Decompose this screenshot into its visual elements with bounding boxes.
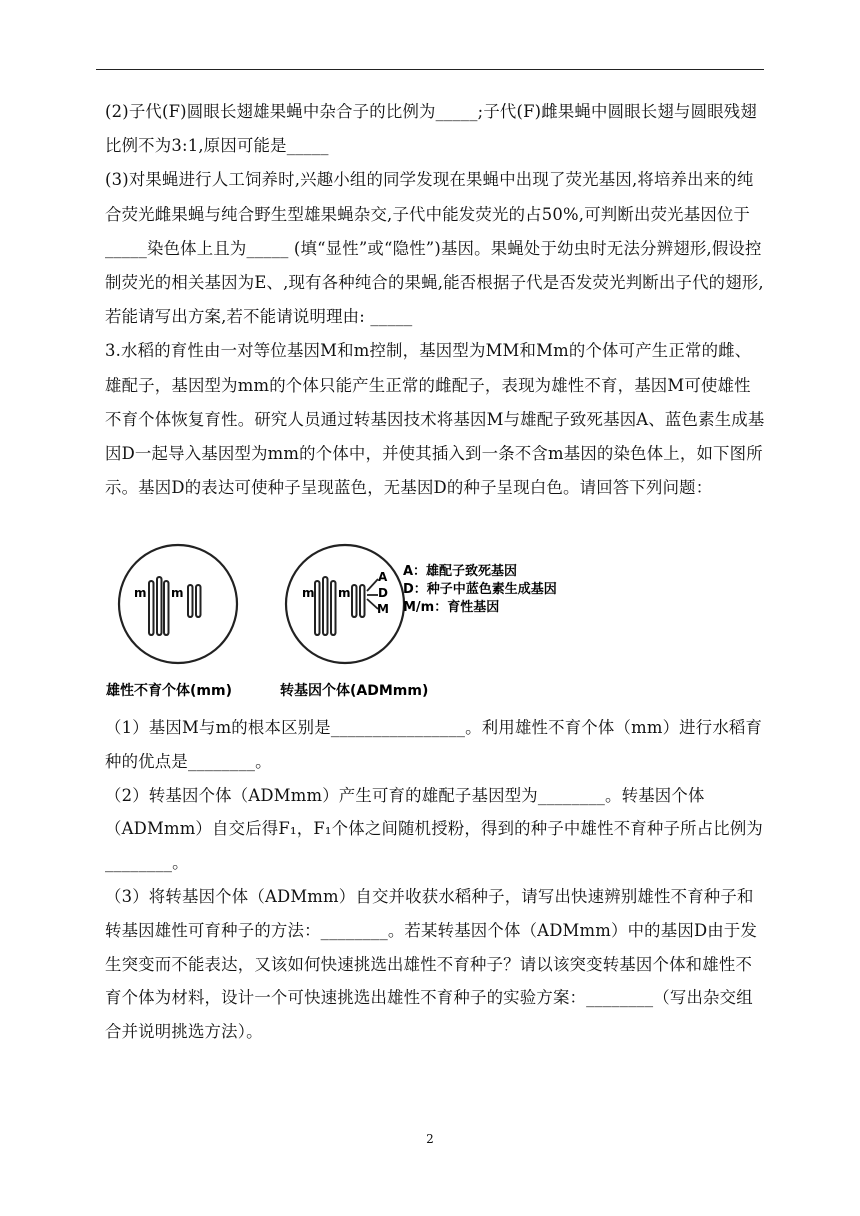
paragraph-q2-part2: (2)子代(F)圆眼长翅雄果蝇中杂合子的比例为_____;子代(F)雌果蝇中圆眼长翅与圆眼残翅比例不为3:1,原因可能是_____: [105, 102, 757, 156]
gene-label-m4: m: [338, 586, 351, 600]
page-number: 2: [426, 1132, 434, 1146]
caption-cell2: 转基因个体(ADMmm): [280, 683, 429, 699]
paragraph-sub1: （1）基因M与m的根本区别是________________。利用雄性不育个体（mm）进行水稻育种的优点是________。: [105, 718, 763, 771]
cell-mm: [119, 545, 237, 663]
question-text-bottom: [105, 711, 765, 1049]
gene-label-M: M: [377, 602, 389, 616]
gene-label-m1: m: [134, 586, 147, 600]
caption-cell1: 雄性不育个体(mm): [106, 683, 232, 699]
legend-A: A：雄配子致死基因: [403, 564, 518, 579]
paragraph-sub3: （3）将转基因个体（ADMmm）自交并收获水稻种子，请写出快速辨别雄性不育种子和转基因雄性可育种子的方法：________。若某转基因个体（ADMmm）中的基因D由于发生突变而不能表达，又该如何快速挑选出雄性不育种子？请以该突变转基因个体和雄性不育个体为材料，设计一个可快速挑选出雄性不育种子的实验方案：________（写出杂交组合并说明挑选方法）。: [105, 886, 758, 1042]
gene-label-m3: m: [302, 586, 315, 600]
question-text-top: [105, 95, 765, 505]
gene-label-D: D: [378, 586, 388, 600]
cell-ADMmm: [286, 545, 404, 663]
paragraph-sub2: （2）转基因个体（ADMmm）产生可育的雄配子基因型为________。转基因个体（ADMmm）自交后得F₁，F₁个体之间随机授粉，得到的种子中雄性不育种子所占比例为________。: [105, 785, 764, 873]
header-rule: [96, 69, 764, 70]
legend-D: D：种子中蓝色素生成基因: [403, 582, 557, 597]
gene-label-m2: m: [171, 586, 184, 600]
gene-label-A: A: [378, 570, 388, 584]
legend-Mm: M/m：育性基因: [403, 600, 500, 615]
paragraph-q3-stem: 3.水稻的育性由一对等位基因M和m控制，基因型为MM和Mm的个体可产生正常的雌、雄配子，基因型为mm的个体只能产生正常的雌配子，表现为雄性不育，基因M可使雄性不育个体恢复育性。研究人员通过转基因技术将基因M与雄配子致死基因A、蓝色素生成基因D一起导入基因型为mm的个体中，并使其插入到一条不含m基因的染色体上，如下图所示。基因D的表达可使种子呈现蓝色，无基因D的种子呈现白色。请回答下列问题：: [105, 341, 765, 498]
paragraph-q2-part3: (3)对果蝇进行人工饲养时,兴趣小组的同学发现在果蝇中出现了荧光基因,将培养出来的纯合荧光雌果蝇与纯合野生型雄果蝇杂交,子代中能发荧光的占50%,可判断出荧光基因位于_____染色体上且为_____ (填“显性”或“隐性”)基因。果蝇处于幼虫时无法分辨翅形,假设控制荧光的相关基因为E、,现有各种纯合的果蝇,能否根据子代是否发荧光判断出子代的翅形,若能请写出方案,若不能请说明理由: _____: [105, 170, 764, 327]
chromosome-figure: [100, 545, 557, 705]
chromosome-diagram: [100, 545, 557, 705]
